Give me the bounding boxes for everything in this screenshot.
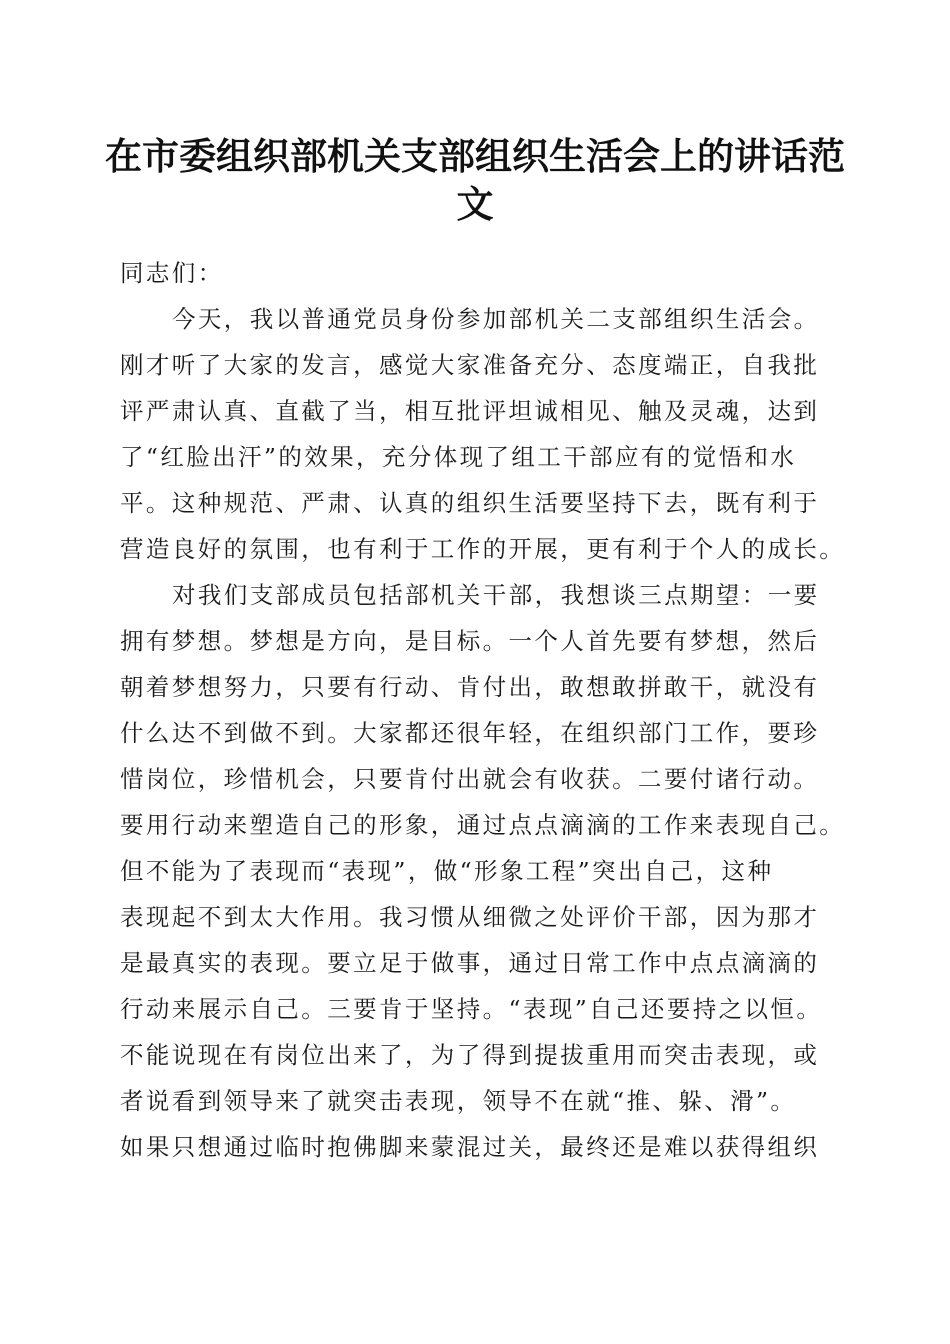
paragraph-2-line: 要用行动来塑造自己的形象，通过点点滴滴的工作来表现自己。 xyxy=(120,811,846,839)
paragraph-1-line: 评严肃认真、直截了当，相互批评坦诚相见、触及灵魂，达到 xyxy=(120,397,820,425)
paragraph-2-line: 如果只想通过临时抱佛脚来蒙混过关，最终还是难以获得组织 xyxy=(120,1133,820,1161)
paragraph-1-line: 营造良好的氛围，也有利于工作的开展，更有利于个人的成长。 xyxy=(120,535,846,563)
paragraph-2-line: 不能说现在有岗位出来了，为了得到提拔重用而突击表现，或 xyxy=(120,1041,820,1069)
document-body xyxy=(120,250,846,1170)
paragraph-2-line: 但不能为了表现而“表现”，做“形象工程”突出自己，这种 xyxy=(120,857,774,885)
salutation: 同志们： xyxy=(120,259,224,287)
paragraph-2-line: 对我们支部成员包括部机关干部，我想谈三点期望：一要 xyxy=(172,581,820,609)
paragraph-2-line: 表现起不到太大作用。我习惯从细微之处评价干部，因为那才 xyxy=(120,903,820,931)
paragraph-2-line: 什么达不到做不到。大家都还很年轻，在组织部门工作，要珍 xyxy=(120,719,820,747)
paragraph-1-line: 今天，我以普通党员身份参加部机关二支部组织生活会。 xyxy=(172,305,820,333)
document-title xyxy=(100,132,850,228)
title-line-2: 文 xyxy=(456,182,494,226)
paragraph-2-line: 是最真实的表现。要立足于做事，通过日常工作中点点滴滴的 xyxy=(120,949,820,977)
paragraph-2-line: 朝着梦想努力，只要有行动、肯付出，敢想敢拼敢干，就没有 xyxy=(120,673,820,701)
paragraph-2-line: 惜岗位，珍惜机会，只要肯付出就会有收获。二要付诸行动。 xyxy=(120,765,820,793)
title-line-1: 在市委组织部机关支部组织生活会上的讲话范 xyxy=(105,134,845,178)
paragraph-1-line: 平。这种规范、严肃、认真的组织生活要坚持下去，既有利于 xyxy=(120,489,820,517)
paragraph-2-line: 行动来展示自己。三要肯于坚持。“表现”自己还要持之以恒。 xyxy=(120,995,823,1023)
paragraph-2-line: 拥有梦想。梦想是方向，是目标。一个人首先要有梦想，然后 xyxy=(120,627,820,655)
paragraph-1-line: 了“红脸出汗”的效果，充分体现了组工干部应有的觉悟和水 xyxy=(120,443,797,471)
paragraph-1-line: 刚才听了大家的发言，感觉大家准备充分、态度端正，自我批 xyxy=(120,351,820,379)
paragraph-2-line: 者说看到领导来了就突击表现，领导不在就“推、躲、滑”。 xyxy=(120,1087,797,1115)
